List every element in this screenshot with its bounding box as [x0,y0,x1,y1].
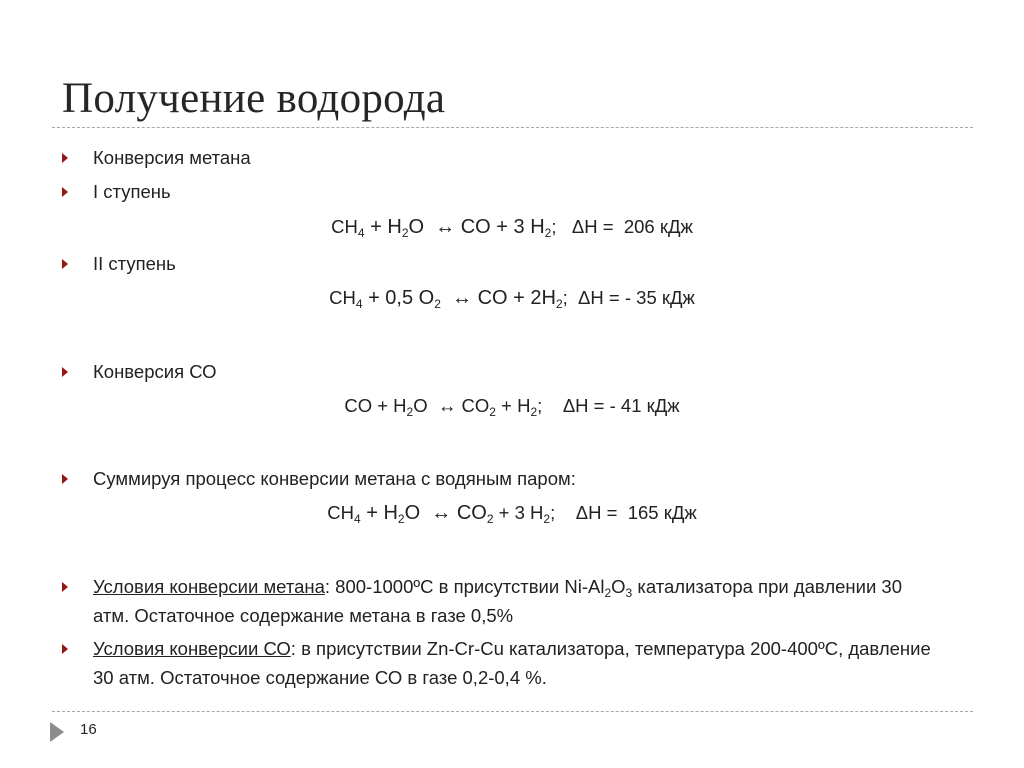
eq-subscript: 2 [543,512,551,526]
eq-part: ; ΔH = - 41 кДж [537,395,680,416]
bullet-text: O [611,576,626,597]
bullet-arrow-icon [62,644,68,654]
eq-part: ; ΔH = 206 кДж [551,216,693,237]
eq-subscript: 2 [401,226,409,240]
slide-title: Получение водорода [62,75,446,122]
eq-subscript: 2 [489,405,496,419]
eq-subscript: 2 [406,405,414,419]
bullet-co-conditions [93,634,943,692]
eq-part: O ↔ CO [413,395,490,416]
bullet-methane-conversion [93,143,943,172]
bullet-co-conversion [93,357,943,386]
conditions-label: Условия конверсии метана [93,576,325,597]
bullet-methane-conditions [93,572,943,630]
eq-subscript: 2 [530,405,538,419]
equation-stage-2 [0,287,1024,310]
eq-part: + 0,5 O [362,287,435,309]
eq-subscript: 2 [434,297,441,311]
eq-part: ↔ CO + 2H [440,287,556,309]
bullet-text: I ступень [93,181,171,202]
footer-divider [52,711,973,712]
bullet-text: : 800-1000ºС в присутствии Ni-Al [324,576,605,597]
bullet-arrow-icon [62,187,68,197]
bullet-text: II ступень [93,253,176,274]
eq-subscript: 2 [486,512,494,526]
bullet-text: Конверсия метана [93,147,251,168]
subscript: 3 [625,586,633,600]
bullet-text: : в присутствии Zn-Cr-Cu катализатора, температура 200-400ºС, давление 30 атм. Остаточное содержание СО в газе 0,2-0,4 %. [93,638,931,688]
equation-stage-1 [0,216,1024,239]
bullet-text: катализатора при давлении 30 атм. Остаточное содержание метана в газе 0,5% [93,576,903,626]
eq-part: + H [360,502,398,524]
equation-summary [0,502,1024,525]
bullet-arrow-icon [62,367,68,377]
eq-part: O ↔ CO + 3 H [408,216,545,238]
eq-part: + H [364,216,402,238]
eq-subscript: 4 [355,297,363,311]
bullet-summary [93,464,943,493]
bullet-stage-2 [93,249,943,278]
bullet-arrow-icon [62,474,68,484]
eq-subscript: 2 [555,297,563,311]
bullet-arrow-icon [62,582,68,592]
eq-part: O ↔ CO [404,502,487,524]
bullet-stage-1 [93,177,943,206]
eq-subscript: 2 [544,226,552,240]
subscript: 2 [604,586,612,600]
eq-subscript: 2 [397,512,405,526]
eq-part: CO + H [344,395,407,416]
title-divider [52,127,973,128]
bullet-text: Суммируя процесс конверсии метана с водяным паром: [93,468,576,489]
eq-part: CH [331,216,358,237]
page-number: 16 [80,721,97,738]
eq-part: CH [329,287,356,308]
triangle-right-icon[interactable] [50,722,64,742]
conditions-label: Условия конверсии СО [93,638,291,659]
eq-part: + 3 H [493,502,544,523]
eq-subscript: 4 [353,512,361,526]
eq-part: ; ΔH = 165 кДж [550,502,697,523]
eq-part: CH [327,502,354,523]
eq-subscript: 4 [357,226,365,240]
bullet-text: Конверсия СО [93,361,217,382]
bullet-arrow-icon [62,259,68,269]
bullet-arrow-icon [62,153,68,163]
equation-co-conversion [0,395,1024,417]
eq-part: ; ΔH = - 35 кДж [562,287,695,308]
eq-part: + H [495,395,531,416]
